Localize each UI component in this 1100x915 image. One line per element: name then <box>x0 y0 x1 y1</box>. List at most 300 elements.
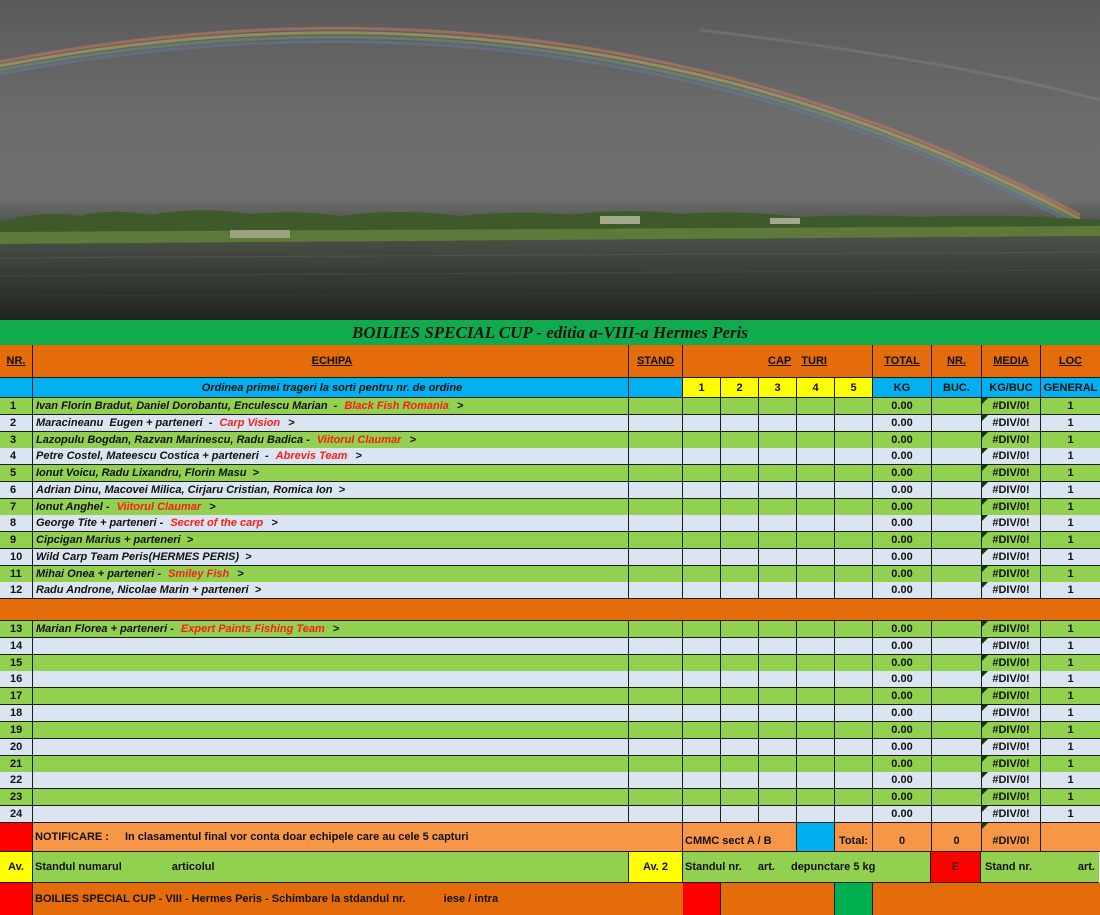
table-row <box>0 515 1100 532</box>
row-buc <box>932 806 982 823</box>
row-loc: 1 <box>1041 688 1100 705</box>
row-tour-1 <box>683 432 721 449</box>
row-tour-4 <box>797 756 835 773</box>
row-tour-2 <box>721 789 759 806</box>
row-tour-3 <box>759 415 797 432</box>
team-members: Ionut Anghel - <box>36 500 113 513</box>
row-media: #DIV/0! <box>982 688 1041 705</box>
row-buc <box>932 415 982 432</box>
row-tour-4 <box>797 789 835 806</box>
av1-cell <box>33 852 629 883</box>
team-members: Marian Florea + parteneri - <box>36 623 177 635</box>
row-tour-5 <box>835 482 873 499</box>
row-tour-4 <box>797 621 835 638</box>
row-tour-2 <box>721 638 759 655</box>
row-total: 0.00 <box>873 655 932 672</box>
table-row <box>0 398 1100 415</box>
team-members: Radu Androne, Nicolae Marin + parteneri <box>36 584 255 597</box>
page-title: BOILIES SPECIAL CUP - editia a-VIII-a Hermes Peris <box>0 320 1100 345</box>
row-nr: 24 <box>0 806 33 823</box>
table-row <box>0 638 1100 655</box>
row-media: #DIV/0! <box>982 739 1041 756</box>
row-tour-5 <box>835 465 873 482</box>
team-members: Wild Carp Team Peris(HERMES PERIS) <box>36 550 246 563</box>
team-name: Black Fish Romania <box>344 400 449 412</box>
row-nr: 13 <box>0 621 33 638</box>
row-tour-1 <box>683 722 721 739</box>
team-members: Ionut Voicu, Radu Lixandru, Florin Masu <box>36 467 253 479</box>
row-buc <box>932 432 982 449</box>
row-total: 0.00 <box>873 549 932 566</box>
table-row <box>0 756 1100 773</box>
row-buc <box>932 448 982 465</box>
row-tour-2 <box>721 621 759 638</box>
tour-1-header: 1 <box>683 378 721 398</box>
footer-total-media: #DIV/0! <box>982 823 1041 852</box>
row-total: 0.00 <box>873 789 932 806</box>
notificare-marker <box>0 823 33 852</box>
row-loc: 1 <box>1041 705 1100 722</box>
subheader-stand-cell <box>629 378 683 398</box>
row-tour-3 <box>759 756 797 773</box>
stand-nr-label: Stand nr. <box>985 861 1033 873</box>
row-tour-2 <box>721 432 759 449</box>
team-name: Secret of the carp <box>170 517 264 530</box>
row-loc: 1 <box>1041 582 1100 599</box>
row-tour-3 <box>759 739 797 756</box>
row-nr: 9 <box>0 532 33 549</box>
row-tour-5 <box>835 515 873 532</box>
row-echipa <box>33 789 629 806</box>
schimbare-green-box <box>835 883 873 915</box>
row-arrow: > <box>338 483 346 496</box>
row-media: #DIV/0! <box>982 499 1041 516</box>
table-row <box>0 705 1100 722</box>
row-loc: 1 <box>1041 655 1100 672</box>
row-buc <box>932 482 982 499</box>
row-nr: 17 <box>0 688 33 705</box>
row-total: 0.00 <box>873 806 932 823</box>
row-nr: 12 <box>0 582 33 599</box>
row-tour-4 <box>797 638 835 655</box>
row-tour-5 <box>835 806 873 823</box>
col-media-header: MEDIA <box>982 345 1041 378</box>
header-photo <box>0 0 1100 320</box>
row-loc: 1 <box>1041 621 1100 638</box>
row-media: #DIV/0! <box>982 621 1041 638</box>
row-arrow: > <box>186 534 194 546</box>
row-tour-5 <box>835 705 873 722</box>
row-nr: 15 <box>0 655 33 672</box>
row-buc <box>932 499 982 516</box>
table-row <box>0 465 1100 482</box>
row-tour-2 <box>721 499 759 516</box>
table-row <box>0 789 1100 806</box>
table-row <box>0 655 1100 672</box>
col-turi-label: TURI <box>801 355 827 367</box>
row-echipa <box>33 688 629 705</box>
row-media: #DIV/0! <box>982 465 1041 482</box>
row-tour-1 <box>683 566 721 583</box>
row-loc: 1 <box>1041 549 1100 566</box>
rainbow-lake-image <box>0 0 1100 320</box>
col-total-header: TOTAL <box>873 345 932 378</box>
row-media: #DIV/0! <box>982 638 1041 655</box>
row-echipa <box>33 549 629 566</box>
row-loc: 1 <box>1041 499 1100 516</box>
row-loc: 1 <box>1041 432 1100 449</box>
row-stand <box>629 582 683 599</box>
row-tour-5 <box>835 582 873 599</box>
row-tour-3 <box>759 499 797 516</box>
row-total: 0.00 <box>873 705 932 722</box>
row-buc <box>932 549 982 566</box>
row-echipa <box>33 756 629 773</box>
row-tour-5 <box>835 499 873 516</box>
row-tour-1 <box>683 415 721 432</box>
row-buc <box>932 515 982 532</box>
row-stand <box>629 549 683 566</box>
row-tour-2 <box>721 465 759 482</box>
row-tour-1 <box>683 515 721 532</box>
row-echipa <box>33 705 629 722</box>
row-echipa <box>33 772 629 789</box>
row-total: 0.00 <box>873 671 932 688</box>
table-row <box>0 621 1100 638</box>
cmmc-blue-box <box>797 823 835 852</box>
row-nr: 14 <box>0 638 33 655</box>
row-tour-5 <box>835 549 873 566</box>
row-tour-1 <box>683 499 721 516</box>
row-media: #DIV/0! <box>982 756 1041 773</box>
row-tour-4 <box>797 432 835 449</box>
row-loc: 1 <box>1041 515 1100 532</box>
row-loc: 1 <box>1041 398 1100 415</box>
team-name: Viitorul Claumar <box>116 500 202 513</box>
row-echipa <box>33 621 629 638</box>
row-tour-1 <box>683 621 721 638</box>
row-tour-1 <box>683 756 721 773</box>
row-nr: 5 <box>0 465 33 482</box>
row-tour-3 <box>759 671 797 688</box>
order-note: Ordinea primei trageri la sorti pentru nr. de ordine <box>33 378 629 398</box>
row-loc: 1 <box>1041 415 1100 432</box>
row-stand <box>629 448 683 465</box>
row-tour-4 <box>797 482 835 499</box>
col-nr-buc-header: NR. <box>932 345 982 378</box>
row-tour-2 <box>721 549 759 566</box>
row-arrow: > <box>254 584 262 597</box>
table-row <box>0 499 1100 516</box>
footer-schimbare-row <box>0 883 1100 915</box>
col-capturi-header <box>683 345 873 378</box>
row-tour-4 <box>797 566 835 583</box>
row-loc: 1 <box>1041 532 1100 549</box>
team-members: Mihai Onea + parteneri - <box>36 567 165 580</box>
row-nr: 19 <box>0 722 33 739</box>
team-name: Carp Vision <box>219 416 281 429</box>
group-separator <box>0 599 1100 621</box>
row-nr: 3 <box>0 432 33 449</box>
table-row <box>0 415 1100 432</box>
row-tour-5 <box>835 739 873 756</box>
row-echipa <box>33 655 629 672</box>
row-tour-4 <box>797 448 835 465</box>
av2-cell <box>683 852 931 883</box>
row-arrow: > <box>409 433 416 446</box>
row-tour-1 <box>683 688 721 705</box>
row-buc <box>932 582 982 599</box>
schimbare-text: BOILIES SPECIAL CUP - VIII - Hermes Peris - Schimbare la stdandul nr. <box>35 893 406 905</box>
table-row <box>0 532 1100 549</box>
schimbare-tail <box>873 883 1100 915</box>
row-tour-4 <box>797 532 835 549</box>
row-tour-1 <box>683 549 721 566</box>
row-nr: 2 <box>0 415 33 432</box>
row-tour-2 <box>721 398 759 415</box>
row-nr: 11 <box>0 566 33 583</box>
row-stand <box>629 671 683 688</box>
row-total: 0.00 <box>873 772 932 789</box>
row-total: 0.00 <box>873 722 932 739</box>
row-tour-3 <box>759 582 797 599</box>
row-nr: 10 <box>0 549 33 566</box>
row-arrow: > <box>288 416 295 429</box>
row-tour-5 <box>835 772 873 789</box>
row-total: 0.00 <box>873 582 932 599</box>
row-stand <box>629 722 683 739</box>
schimbare-orange-box <box>721 883 835 915</box>
row-arrow: > <box>271 517 278 530</box>
row-tour-2 <box>721 705 759 722</box>
row-buc <box>932 638 982 655</box>
e-marker: E <box>931 852 981 883</box>
row-tour-1 <box>683 638 721 655</box>
row-stand <box>629 499 683 516</box>
row-buc <box>932 671 982 688</box>
row-stand <box>629 806 683 823</box>
row-stand <box>629 515 683 532</box>
e-cell <box>981 852 1099 883</box>
row-tour-2 <box>721 415 759 432</box>
row-tour-3 <box>759 448 797 465</box>
row-loc: 1 <box>1041 671 1100 688</box>
row-tour-3 <box>759 532 797 549</box>
row-media: #DIV/0! <box>982 582 1041 599</box>
row-total: 0.00 <box>873 621 932 638</box>
art-label: art. <box>757 861 775 873</box>
av1-label: Av. <box>0 852 33 883</box>
footer-total-kg: 0 <box>873 823 932 852</box>
tour-2-header: 2 <box>721 378 759 398</box>
row-tour-2 <box>721 566 759 583</box>
row-buc <box>932 398 982 415</box>
row-total: 0.00 <box>873 566 932 583</box>
row-stand <box>629 739 683 756</box>
row-tour-1 <box>683 448 721 465</box>
cmmc-label: CMMC sect A / B <box>683 823 797 852</box>
row-nr: 22 <box>0 772 33 789</box>
row-echipa <box>33 532 629 549</box>
row-tour-4 <box>797 671 835 688</box>
row-media: #DIV/0! <box>982 806 1041 823</box>
row-echipa <box>33 739 629 756</box>
row-tour-2 <box>721 515 759 532</box>
row-total: 0.00 <box>873 415 932 432</box>
row-tour-1 <box>683 705 721 722</box>
row-total: 0.00 <box>873 515 932 532</box>
row-tour-2 <box>721 448 759 465</box>
schimbare-red-box <box>683 883 721 915</box>
row-stand <box>629 532 683 549</box>
subheader-row <box>0 378 1100 398</box>
row-media: #DIV/0! <box>982 671 1041 688</box>
row-tour-4 <box>797 806 835 823</box>
row-stand <box>629 789 683 806</box>
row-media: #DIV/0! <box>982 515 1041 532</box>
schimbare-cell <box>33 883 683 915</box>
notificare-label: NOTIFICARE : <box>35 831 109 843</box>
row-loc: 1 <box>1041 722 1100 739</box>
table-row <box>0 722 1100 739</box>
row-buc <box>932 465 982 482</box>
row-stand <box>629 688 683 705</box>
row-tour-3 <box>759 398 797 415</box>
av2-label: Av. 2 <box>629 852 683 883</box>
table-row <box>0 739 1100 756</box>
row-tour-2 <box>721 722 759 739</box>
row-tour-3 <box>759 705 797 722</box>
standul-numarul-label: Standul numarul <box>35 861 122 873</box>
row-buc <box>932 655 982 672</box>
team-members: George Tite + parteneri - <box>36 517 167 530</box>
row-total: 0.00 <box>873 499 932 516</box>
col-echipa-header: ECHIPA <box>33 345 629 378</box>
row-buc <box>932 789 982 806</box>
row-buc <box>932 756 982 773</box>
row-tour-4 <box>797 722 835 739</box>
row-tour-3 <box>759 772 797 789</box>
row-echipa <box>33 582 629 599</box>
row-tour-5 <box>835 448 873 465</box>
row-nr: 18 <box>0 705 33 722</box>
iese-intra-label: iese / intra <box>443 893 499 905</box>
standul-nr-label: Standul nr. <box>685 861 742 873</box>
total-label: Total: <box>835 823 873 852</box>
row-media: #DIV/0! <box>982 772 1041 789</box>
row-total: 0.00 <box>873 465 932 482</box>
row-media: #DIV/0! <box>982 448 1041 465</box>
row-tour-2 <box>721 582 759 599</box>
row-tour-1 <box>683 532 721 549</box>
footer-notificare-row <box>0 823 1100 852</box>
row-tour-5 <box>835 671 873 688</box>
row-total: 0.00 <box>873 532 932 549</box>
row-tour-3 <box>759 566 797 583</box>
row-arrow: > <box>245 550 252 563</box>
row-arrow: > <box>237 567 244 580</box>
row-tour-3 <box>759 515 797 532</box>
row-stand <box>629 398 683 415</box>
col-cap-label: CAP <box>768 355 792 367</box>
row-stand <box>629 415 683 432</box>
row-tour-5 <box>835 621 873 638</box>
row-echipa <box>33 566 629 583</box>
row-loc: 1 <box>1041 448 1100 465</box>
row-loc: 1 <box>1041 789 1100 806</box>
row-tour-3 <box>759 432 797 449</box>
row-buc <box>932 772 982 789</box>
team-members: Ivan Florin Bradut, Daniel Dorobantu, Enculescu Marian - <box>36 400 341 412</box>
depunctare-label: depunctare 5 kg <box>790 861 876 873</box>
row-tour-5 <box>835 532 873 549</box>
row-tour-5 <box>835 789 873 806</box>
row-loc: 1 <box>1041 756 1100 773</box>
table-row <box>0 566 1100 583</box>
row-buc <box>932 532 982 549</box>
row-nr: 4 <box>0 448 33 465</box>
row-echipa <box>33 482 629 499</box>
row-stand <box>629 621 683 638</box>
row-nr: 23 <box>0 789 33 806</box>
row-tour-4 <box>797 739 835 756</box>
footer-loc-cell <box>1041 823 1100 852</box>
row-tour-3 <box>759 482 797 499</box>
row-tour-3 <box>759 722 797 739</box>
row-tour-3 <box>759 621 797 638</box>
row-media: #DIV/0! <box>982 722 1041 739</box>
row-tour-2 <box>721 739 759 756</box>
row-loc: 1 <box>1041 739 1100 756</box>
row-tour-2 <box>721 655 759 672</box>
row-tour-3 <box>759 806 797 823</box>
row-total: 0.00 <box>873 739 932 756</box>
row-loc: 1 <box>1041 465 1100 482</box>
row-total: 0.00 <box>873 482 932 499</box>
row-tour-4 <box>797 582 835 599</box>
row-stand <box>629 655 683 672</box>
row-stand <box>629 432 683 449</box>
row-stand <box>629 772 683 789</box>
header-row <box>0 345 1100 378</box>
row-buc <box>932 688 982 705</box>
row-echipa <box>33 415 629 432</box>
row-tour-2 <box>721 806 759 823</box>
team-members: Maracineanu Eugen + parteneri - <box>36 416 216 429</box>
row-tour-3 <box>759 549 797 566</box>
row-total: 0.00 <box>873 432 932 449</box>
row-tour-4 <box>797 772 835 789</box>
team-members: Petre Costel, Mateescu Costica + parteneri - <box>36 450 272 463</box>
row-media: #DIV/0! <box>982 532 1041 549</box>
row-tour-5 <box>835 432 873 449</box>
row-total: 0.00 <box>873 756 932 773</box>
row-tour-1 <box>683 772 721 789</box>
row-tour-5 <box>835 756 873 773</box>
row-tour-5 <box>835 722 873 739</box>
row-stand <box>629 566 683 583</box>
row-tour-3 <box>759 465 797 482</box>
team-members: Cipcigan Marius + parteneri <box>36 534 187 546</box>
row-tour-1 <box>683 739 721 756</box>
row-tour-5 <box>835 655 873 672</box>
row-tour-4 <box>797 499 835 516</box>
tour-4-header: 4 <box>797 378 835 398</box>
row-echipa <box>33 499 629 516</box>
row-nr: 7 <box>0 499 33 516</box>
team-name: Smiley Fish <box>168 567 230 580</box>
row-media: #DIV/0! <box>982 482 1041 499</box>
